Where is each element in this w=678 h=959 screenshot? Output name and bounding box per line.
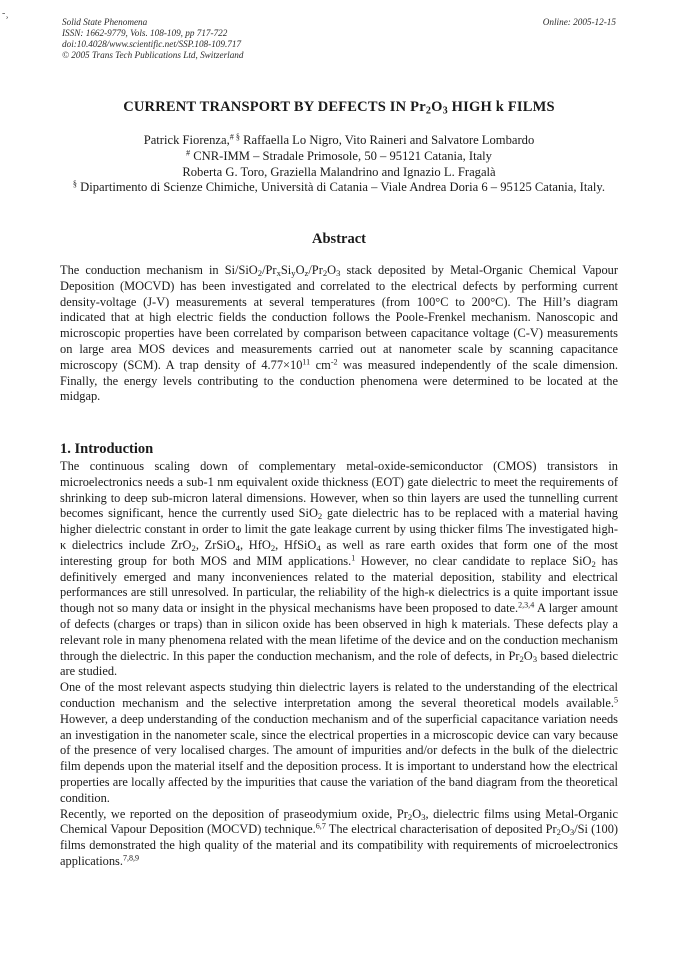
section-heading-introduction: 1. Introduction [60, 441, 154, 457]
copyright-line: © 2005 Trans Tech Publications Ltd, Switzerland [62, 50, 244, 60]
paragraph: One of the most relevant aspects studying thin dielectric layers is related to the understanding of the electrical conduction mechanism and the selective interpretation among the several theoretical models available.$^5$ However, a deep understanding of the conduction mechanism and of the superficial capacitance variation needs an investigation in the nanometer scale, since the electrical properties in a microscopic device can vary because of the presence of very localised charges. The amount of impurities and/or defects in the bulk of the dielectric film depends upon the material itself and the deposition process. It is important to understand how the electrical properties are locally affected by the impurities that cause the variation of the band diagram from the theoretical condition. [60, 680, 618, 805]
paragraph: The continuous scaling down of complementary metal-oxide-semiconductor (CMOS) transistors in microelectronics needs a sub-1 nm equivalent oxide thickness (EOT) gate dielectric to meet the requirements of shrinking to deep sub-micron lateral dimensions. However, when so thin layers are used the tunnelling current becomes significant, hence the currently used SiO$_2$ gate dielectric has to be replaced with a material having higher dielectric constant in order to limit the gate leakage current by using thicker films The investigated high-κ dielectrics include ZrO$_2$, ZrSiO$_4$, HfO$_2$, HfSiO$_4$ as well as rare earth oxides that form one of the most interesting group for both MOS and MIM applications.$^1$ However, no clear candidate to replace SiO$_2$ has definitively emerged and many inconveniences related to the material deposition, stability and electrical performances are still unresolved. In particular, the reliability of the high-κ dielectrics is a quite important issue though not so many data or insight in the physical mechanisms have been proposed to date.$^{2,3,4}$ A larger amount of defects (charges or traps) than in silicon oxide has been observed in high k materials. These defects play a relevant role in many phenomena related with the mean lifetime of the device and on the conduction mechanism through the dielectric. In this paper the conduction mechanism, and the role of defects, in $Pr_2O_3$ based dielectric are studied. [60, 459, 619, 679]
affiliation-line-2: § Dipartimento di Scienze Chimiche, Università di Catania – Viale Andrea Doria 6 – 95125 Catania, Italy. [72, 179, 606, 195]
journal-name: Solid State Phenomena [62, 17, 148, 27]
issn-line: ISSN: 1662-9779, Vols. 108-109, pp 717-722 [62, 28, 228, 38]
doi-line: doi:10.4028/www.scientific.net/SSP.108-109.717 [62, 39, 242, 49]
introduction-body [60, 459, 618, 870]
abstract-heading: Abstract [312, 231, 366, 247]
scan-corner-mark: -¸ [2, 8, 9, 19]
paper-title: CURRENT TRANSPORT BY DEFECTS IN $Pr_2O_3$ HIGH k FILMS [123, 99, 555, 117]
journal-header [62, 17, 616, 61]
paragraph: Recently, we reported on the deposition of praseodymium oxide, $Pr_2O_3$, dielectric films using Metal-Organic Chemical Vapour Deposition (MOCVD) technique.$^{6,7}$ The electrical characterisation of deposited $Pr_2O_3/Si$ (100) films demonstrated the high quality of the material and its compatibility with requirements of microelectronics applications.$^{7,8,9}$ [60, 806, 619, 868]
author-line-1: Patrick Fiorenza,# § Raffaella Lo Nigro, Vito Raineri and Salvatore Lombardo [143, 132, 535, 147]
author-line-2: Roberta G. Toro, Graziella Malandrino and Ignazio L. Fragalà [182, 164, 496, 179]
online-date: Online: 2005-12-15 [542, 17, 616, 27]
abstract-text: The conduction mechanism in $Si/SiO_2/Pr_xSi_yO_z/Pr_2O_3$ stack deposited by Metal-Organic Chemical Vapour Deposition (MOCVD) has been investigated and correlated to the electrical defects by performing current density-voltage (J-V) measurements at several temperatures (from 100°C to 200°C). The Hill’s diagram indicated that at high electric fields the conduction follows the Poole-Frenkel mechanism. Nanoscopic and microscopic properties have been correlated by comparison between capacitance voltage (C-V) measurements on large area MOS devices and measurements carried out at nanometer scale by scanning capacitance microscopy (SCM). A trap density of $4.77\times 10^{11}$ $cm^{-2}$ was measured independently of the scale dimension. Finally, the energy levels contributing to the conduction phenomena were determined to be located at the midgap. [60, 263, 618, 404]
affiliation-line-1: # CNR-IMM – Stradale Primosole, 50 – 95121 Catania, Italy [186, 148, 492, 163]
author-block [60, 133, 618, 196]
